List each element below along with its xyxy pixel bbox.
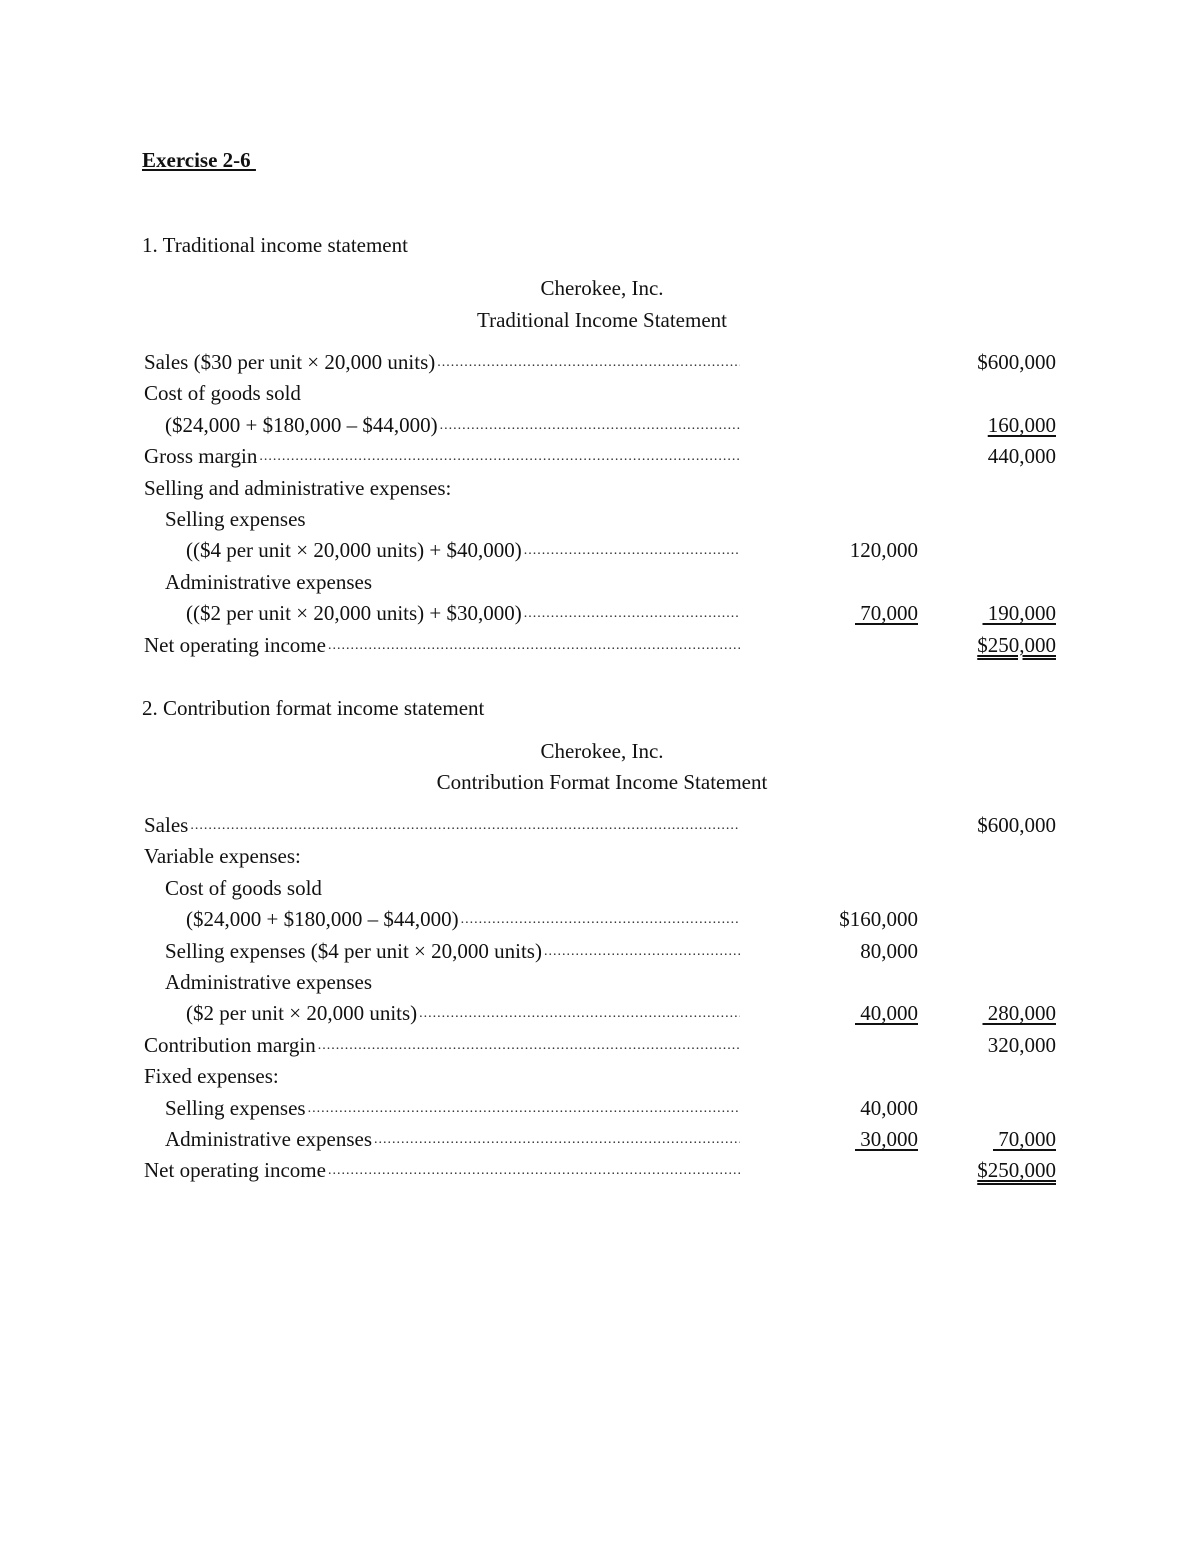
row-label — [144, 630, 740, 661]
statement-row — [142, 347, 1062, 378]
row-label-text: (($4 per unit × 20,000 units) + $40,000) — [186, 535, 522, 566]
amount-total: 160,000 — [987, 412, 1056, 437]
part2-statement-title: Contribution Format Income Statement — [436, 770, 768, 794]
part1-company-name: Cherokee, Inc. — [540, 276, 664, 300]
row-label-text: Selling expenses ($4 per unit × 20,000 units) — [165, 936, 542, 967]
row-label-text: Sales ($30 per unit × 20,000 units) — [144, 347, 435, 378]
statement-row — [142, 598, 1062, 629]
row-label-text: Contribution margin — [144, 1030, 316, 1061]
statement-row — [142, 998, 1062, 1029]
dot-leader — [438, 410, 740, 441]
statement-row — [142, 967, 1062, 998]
row-label — [165, 504, 306, 535]
amount-total: $250,000 — [977, 632, 1056, 657]
row-label — [144, 1030, 740, 1061]
dot-leader — [542, 936, 740, 967]
row-label-text: Fixed expenses: — [144, 1061, 279, 1092]
part1-statement-title: Traditional Income Statement — [476, 308, 727, 332]
amount-total: 190,000 — [982, 601, 1056, 626]
statement-row — [142, 904, 1062, 935]
statement-row — [142, 1155, 1062, 1186]
statement-row — [142, 473, 1062, 504]
row-label-text: Selling expenses — [165, 504, 306, 535]
row-label-text: Selling expenses — [165, 1093, 306, 1124]
row-label-text: Sales — [144, 810, 188, 841]
statement-row — [142, 1093, 1062, 1124]
statement-row — [142, 936, 1062, 967]
amount-detail: 70,000 — [855, 601, 918, 626]
statement-row — [142, 1030, 1062, 1061]
amount-detail: 30,000 — [855, 1127, 918, 1151]
part2-company-name: Cherokee, Inc. — [540, 739, 664, 763]
amount-detail: 120,000 — [849, 538, 918, 563]
dot-leader — [188, 810, 740, 841]
row-label — [144, 441, 740, 472]
amount-detail: 40,000 — [855, 1001, 918, 1026]
dot-leader — [372, 1124, 740, 1155]
dot-leader — [257, 441, 740, 472]
amount-total: 280,000 — [982, 1001, 1056, 1026]
row-label-text: Net operating income — [144, 1155, 326, 1186]
part2-heading: 2. Contribution format income statement — [142, 696, 485, 720]
dot-leader — [459, 904, 740, 935]
row-label-text: Administrative expenses — [165, 567, 372, 598]
statement-row — [142, 810, 1062, 841]
row-label-text: (($2 per unit × 20,000 units) + $30,000) — [186, 598, 522, 629]
row-label — [165, 936, 740, 967]
row-label — [144, 1061, 279, 1092]
row-label-text: ($2 per unit × 20,000 units) — [186, 998, 417, 1029]
row-label — [144, 1155, 740, 1186]
row-label-text: Net operating income — [144, 630, 326, 661]
row-label-text: Cost of goods sold — [165, 873, 322, 904]
statement-row — [142, 504, 1062, 535]
amount-total: 70,000 — [993, 1127, 1056, 1151]
statement-row — [142, 1061, 1062, 1092]
row-label — [144, 378, 301, 409]
part1-heading: 1. Traditional income statement — [142, 233, 408, 257]
dot-leader — [417, 998, 740, 1029]
dot-leader — [522, 598, 740, 629]
row-label-text: Gross margin — [144, 441, 257, 472]
row-label — [144, 841, 301, 872]
row-label — [144, 810, 740, 841]
row-label — [165, 410, 740, 441]
row-label — [165, 1093, 740, 1124]
amount-detail: 40,000 — [860, 1095, 918, 1120]
row-label — [165, 1124, 740, 1155]
row-label-text: Variable expenses: — [144, 841, 301, 872]
statement-row — [142, 378, 1062, 409]
dot-leader — [326, 1155, 740, 1186]
statement-row — [142, 410, 1062, 441]
row-label-text: ($24,000 + $180,000 – $44,000) — [186, 904, 459, 935]
row-label-text: ($24,000 + $180,000 – $44,000) — [165, 410, 438, 441]
row-label — [165, 873, 322, 904]
row-label — [144, 347, 740, 378]
amount-total: 440,000 — [987, 444, 1056, 469]
statement-row — [142, 567, 1062, 598]
dot-leader — [435, 347, 740, 378]
row-label — [165, 567, 372, 598]
row-label-text: Administrative expenses — [165, 1124, 372, 1155]
statement-row — [142, 441, 1062, 472]
dot-leader — [316, 1030, 740, 1061]
row-label — [186, 535, 740, 566]
dot-leader — [522, 535, 740, 566]
statement-row — [142, 630, 1062, 661]
dot-leader — [326, 630, 740, 661]
amount-detail: $160,000 — [839, 907, 918, 932]
amount-total: $600,000 — [977, 350, 1056, 374]
row-label-text: Cost of goods sold — [144, 378, 301, 409]
statement-row — [142, 535, 1062, 566]
amount-total: $600,000 — [977, 813, 1056, 837]
exercise-title: Exercise 2-6 — [142, 148, 256, 172]
row-label — [186, 904, 740, 935]
row-label — [186, 598, 740, 629]
row-label-text: Selling and administrative expenses: — [144, 473, 451, 504]
dot-leader — [306, 1093, 740, 1124]
row-label — [144, 473, 451, 504]
row-label — [165, 967, 372, 998]
statement-row — [142, 1124, 1062, 1155]
amount-total: $250,000 — [977, 1158, 1056, 1183]
statement-row — [142, 873, 1062, 904]
amount-detail: 80,000 — [860, 938, 918, 963]
amount-total: 320,000 — [987, 1032, 1056, 1057]
row-label — [186, 998, 740, 1029]
statement-row — [142, 841, 1062, 872]
row-label-text: Administrative expenses — [165, 967, 372, 998]
